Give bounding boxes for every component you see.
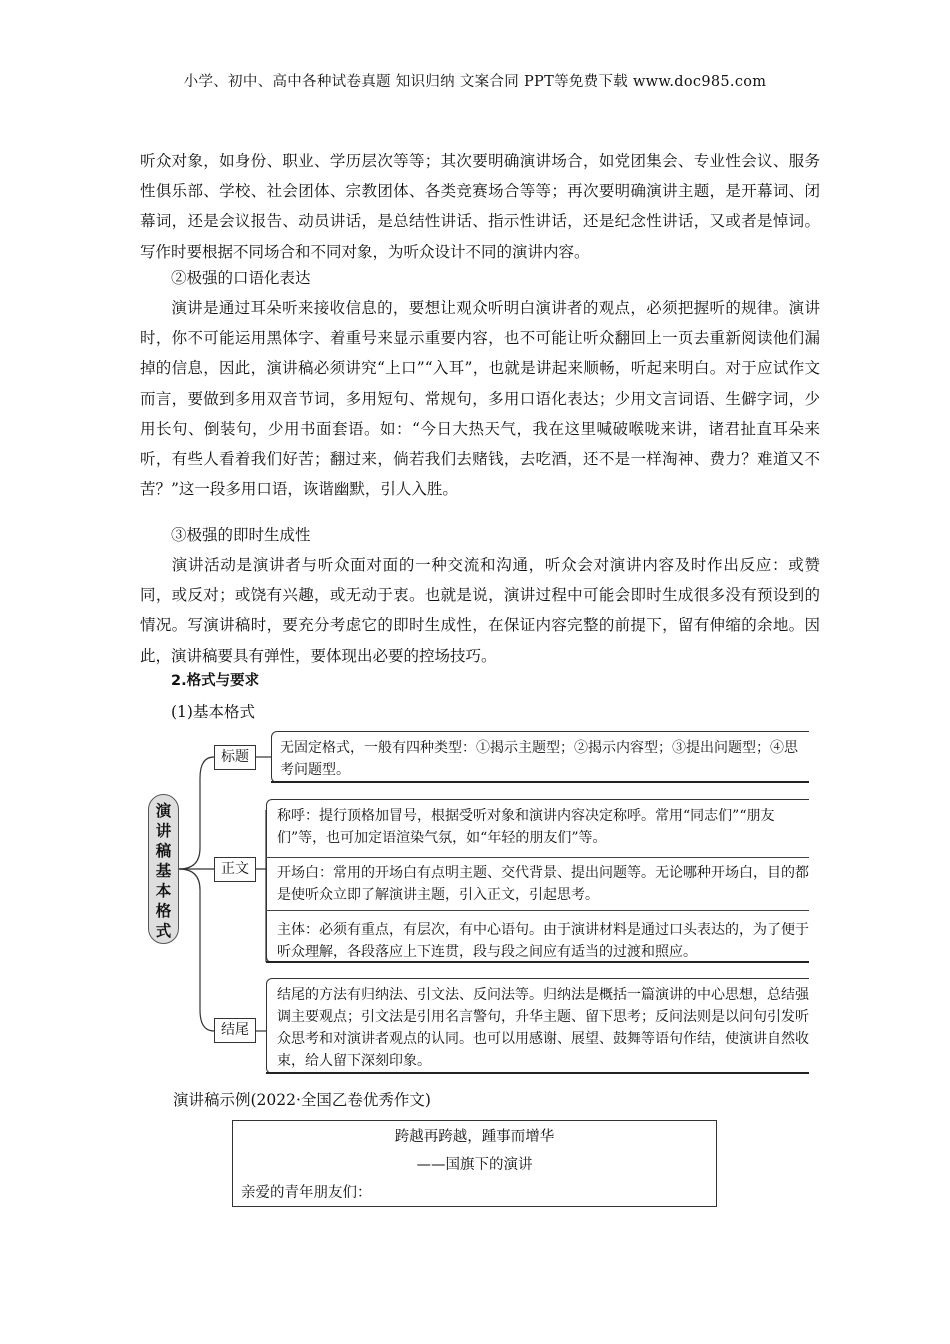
- body-content-box: [266, 799, 809, 963]
- connector-title: [179, 757, 214, 869]
- title-box-underline: [271, 781, 809, 783]
- body-main-text: 主体：必须有重点，有层次，有中心语句。由于演讲材料是通过口头表达的，为了便于听众理解，各段落应上下连贯，段与段之间应有适当的过渡和照应。: [277, 922, 809, 960]
- paragraph-immediacy-text: 演讲活动是演讲者与听众面对面的一种交流和沟通，听众会对演讲内容及时作出反应：或赞同，或反对；或饶有兴趣，或无动于衷。也就是说，演讲过程中可能会即时生成很多没有预设到的情况。写演讲稿时，要充分考虑它的即时生成性，在保证内容完整的前提下，留有伸缩的余地。因此，演讲稿要具有弹性，要体现出必要的控场技巧。: [140, 556, 820, 665]
- example-salutation: 亲爱的青年朋友们：: [241, 1185, 372, 1201]
- ending-content-text: 结尾的方法有归纳法、引文法、反问法等。归纳法是概括一篇演讲的中心思想，总结强调主要观点；引文法是引用名言警句，升华主题、留下思考；反问法则是以问句引发听众思考和对演讲者观点的认同。也可以用感谢、展望、鼓舞等语句作结，使演讲自然收束，给人留下深刻印象。: [277, 987, 809, 1069]
- heading-oral-expression: ②极强的口语化表达: [171, 269, 311, 287]
- heading-immediacy: ③极强的即时生成性: [171, 526, 311, 544]
- mindmap-root: 演讲稿基本格式: [148, 794, 179, 944]
- connector-ending: [179, 869, 214, 1031]
- heading-format: 2.格式与要求: [171, 673, 260, 689]
- body-separator-1: [266, 857, 809, 858]
- example-box: [232, 1120, 717, 1207]
- ending-box-underline: [266, 1072, 809, 1074]
- example-title: 跨越再跨越，踵事而增华: [394, 1129, 555, 1145]
- ending-content-box: [266, 978, 809, 1074]
- heading-basic-format: (1)基本格式: [171, 703, 255, 721]
- example-subtitle: ——国旗下的演讲: [416, 1157, 533, 1173]
- body-separator-2: [266, 910, 809, 911]
- title-content-box: [271, 731, 809, 783]
- label-body: 正文: [214, 857, 256, 882]
- label-title: 标题: [214, 745, 256, 770]
- page-header: 小学、初中、高中各种试卷真题 知识归纳 文案合同 PPT等免费下载 www.doc985.com: [183, 74, 767, 90]
- body-box-underline: [266, 961, 809, 963]
- title-content-text: 无固定格式，一般有四种类型：①揭示主题型；②揭示内容型；③提出问题型；④思考问题型。: [280, 740, 798, 778]
- body-opening-text: 开场白：常用的开场白有点明主题、交代背景、提出问题等。无论哪种开场白，目的都是使听众立即了解演讲主题，引入正文，引起思考。: [277, 865, 809, 903]
- paragraph-oral-text: 演讲是通过耳朵听来接收信息的，要想让观众听明白演讲者的观点，必须把握听的规律。演讲时，你不可能运用黑体字、着重号来显示重要内容，也不可能让听众翻回上一页去重新阅读他们漏掉的信息，因此，演讲稿必须讲究“上口”“入耳”，也就是讲起来顺畅，听起来明白。对于应试作文而言，要做到多用双音节词，多用短句、常规句，多用口语化表达；少用文言词语、生僻字词，少用长句、倒装句，少用书面套语。如：“今日大热天气，我在这里喊破喉咙来讲，诸君扯直耳朵来听，有些人看着我们好苦；翻过来，倘若我们去赌钱，去吃酒，还不是一样淘神、费力？难道又不苦？”这一段多用口语，诙谐幽默，引人入胜。: [140, 299, 820, 499]
- label-ending: 结尾: [214, 1018, 256, 1043]
- paragraph-audience: 听众对象，如身份、职业、学历层次等等；其次要明确演讲场合，如党团集会、专业性会议、服务性俱乐部、学校、社会团体、宗教团体、各类竞赛场合等等；再次要明确演讲主题，是开幕词、闭幕词，还是会议报告、动员讲话，是总结性讲话、指示性讲话，还是纪念性讲话，又或者是悼词。写作时要根据不同场合和不同对象，为听众设计不同的演讲内容。: [140, 152, 820, 261]
- body-address-text: 称呼：提行顶格加冒号，根据受听对象和演讲内容决定称呼。常用“同志们”“朋友们”等，也可加定语渲染气氛，如“年轻的朋友们”等。: [277, 808, 775, 846]
- example-caption: 演讲稿示例(2022·全国乙卷优秀作文): [173, 1091, 431, 1109]
